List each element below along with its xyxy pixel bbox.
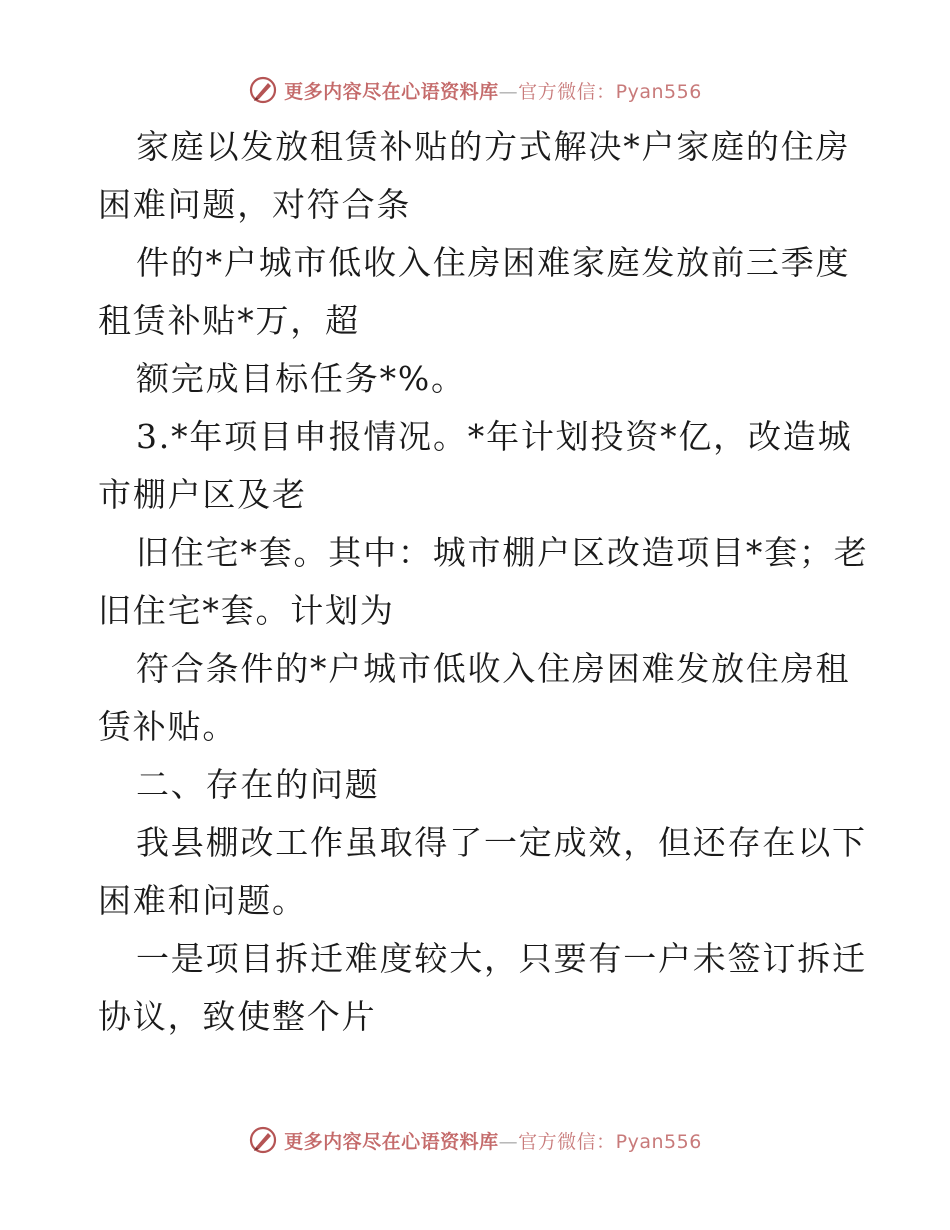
body-line: 旧住宅*套。计划为 (98, 591, 395, 630)
document-body (98, 118, 869, 1046)
body-line: 符合条件的*户城市低收入住房困难发放住房租 (136, 649, 851, 688)
body-line: 一是项目拆迁难度较大，只要有一户未签订拆迁 (136, 939, 867, 978)
body-line: 租赁补贴*万，超 (98, 301, 360, 340)
body-line: 件的*户城市低收入住房困难家庭发放前三季度 (136, 243, 851, 282)
footer-banner-dash: — (498, 1130, 519, 1153)
header-banner-lead: 更多内容尽在心语资料库 (284, 80, 499, 103)
body-line: 家庭以发放租赁补贴的方式解决*户家庭的住房 (136, 127, 851, 166)
header-banner-dash: — (498, 80, 519, 103)
body-line: 3.*年项目申报情况。*年计划投资*亿，改造城 (136, 417, 853, 456)
pen-logo-icon (248, 1125, 278, 1155)
body-line: 困难问题，对符合条 (98, 185, 412, 224)
header-watermark-banner (0, 70, 950, 110)
section-heading: 二、存在的问题 (136, 765, 380, 804)
body-line: 额完成目标任务*%。 (136, 359, 466, 398)
body-line: 旧住宅*套。其中：城市棚户区改造项目*套；老 (136, 533, 869, 572)
body-line: 我县棚改工作虽取得了一定成效，但还存在以下 (136, 823, 867, 862)
footer-banner-account: 官方微信：Pyan556 (518, 1130, 702, 1153)
body-line: 市棚户区及老 (98, 475, 307, 514)
footer-watermark-banner (0, 1120, 950, 1160)
pen-logo-icon (248, 75, 278, 105)
footer-banner-lead: 更多内容尽在心语资料库 (284, 1130, 499, 1153)
body-line: 困难和问题。 (98, 881, 307, 920)
body-line: 协议，致使整个片 (98, 997, 377, 1036)
header-banner-account: 官方微信：Pyan556 (518, 80, 702, 103)
body-line: 赁补贴。 (98, 707, 238, 746)
